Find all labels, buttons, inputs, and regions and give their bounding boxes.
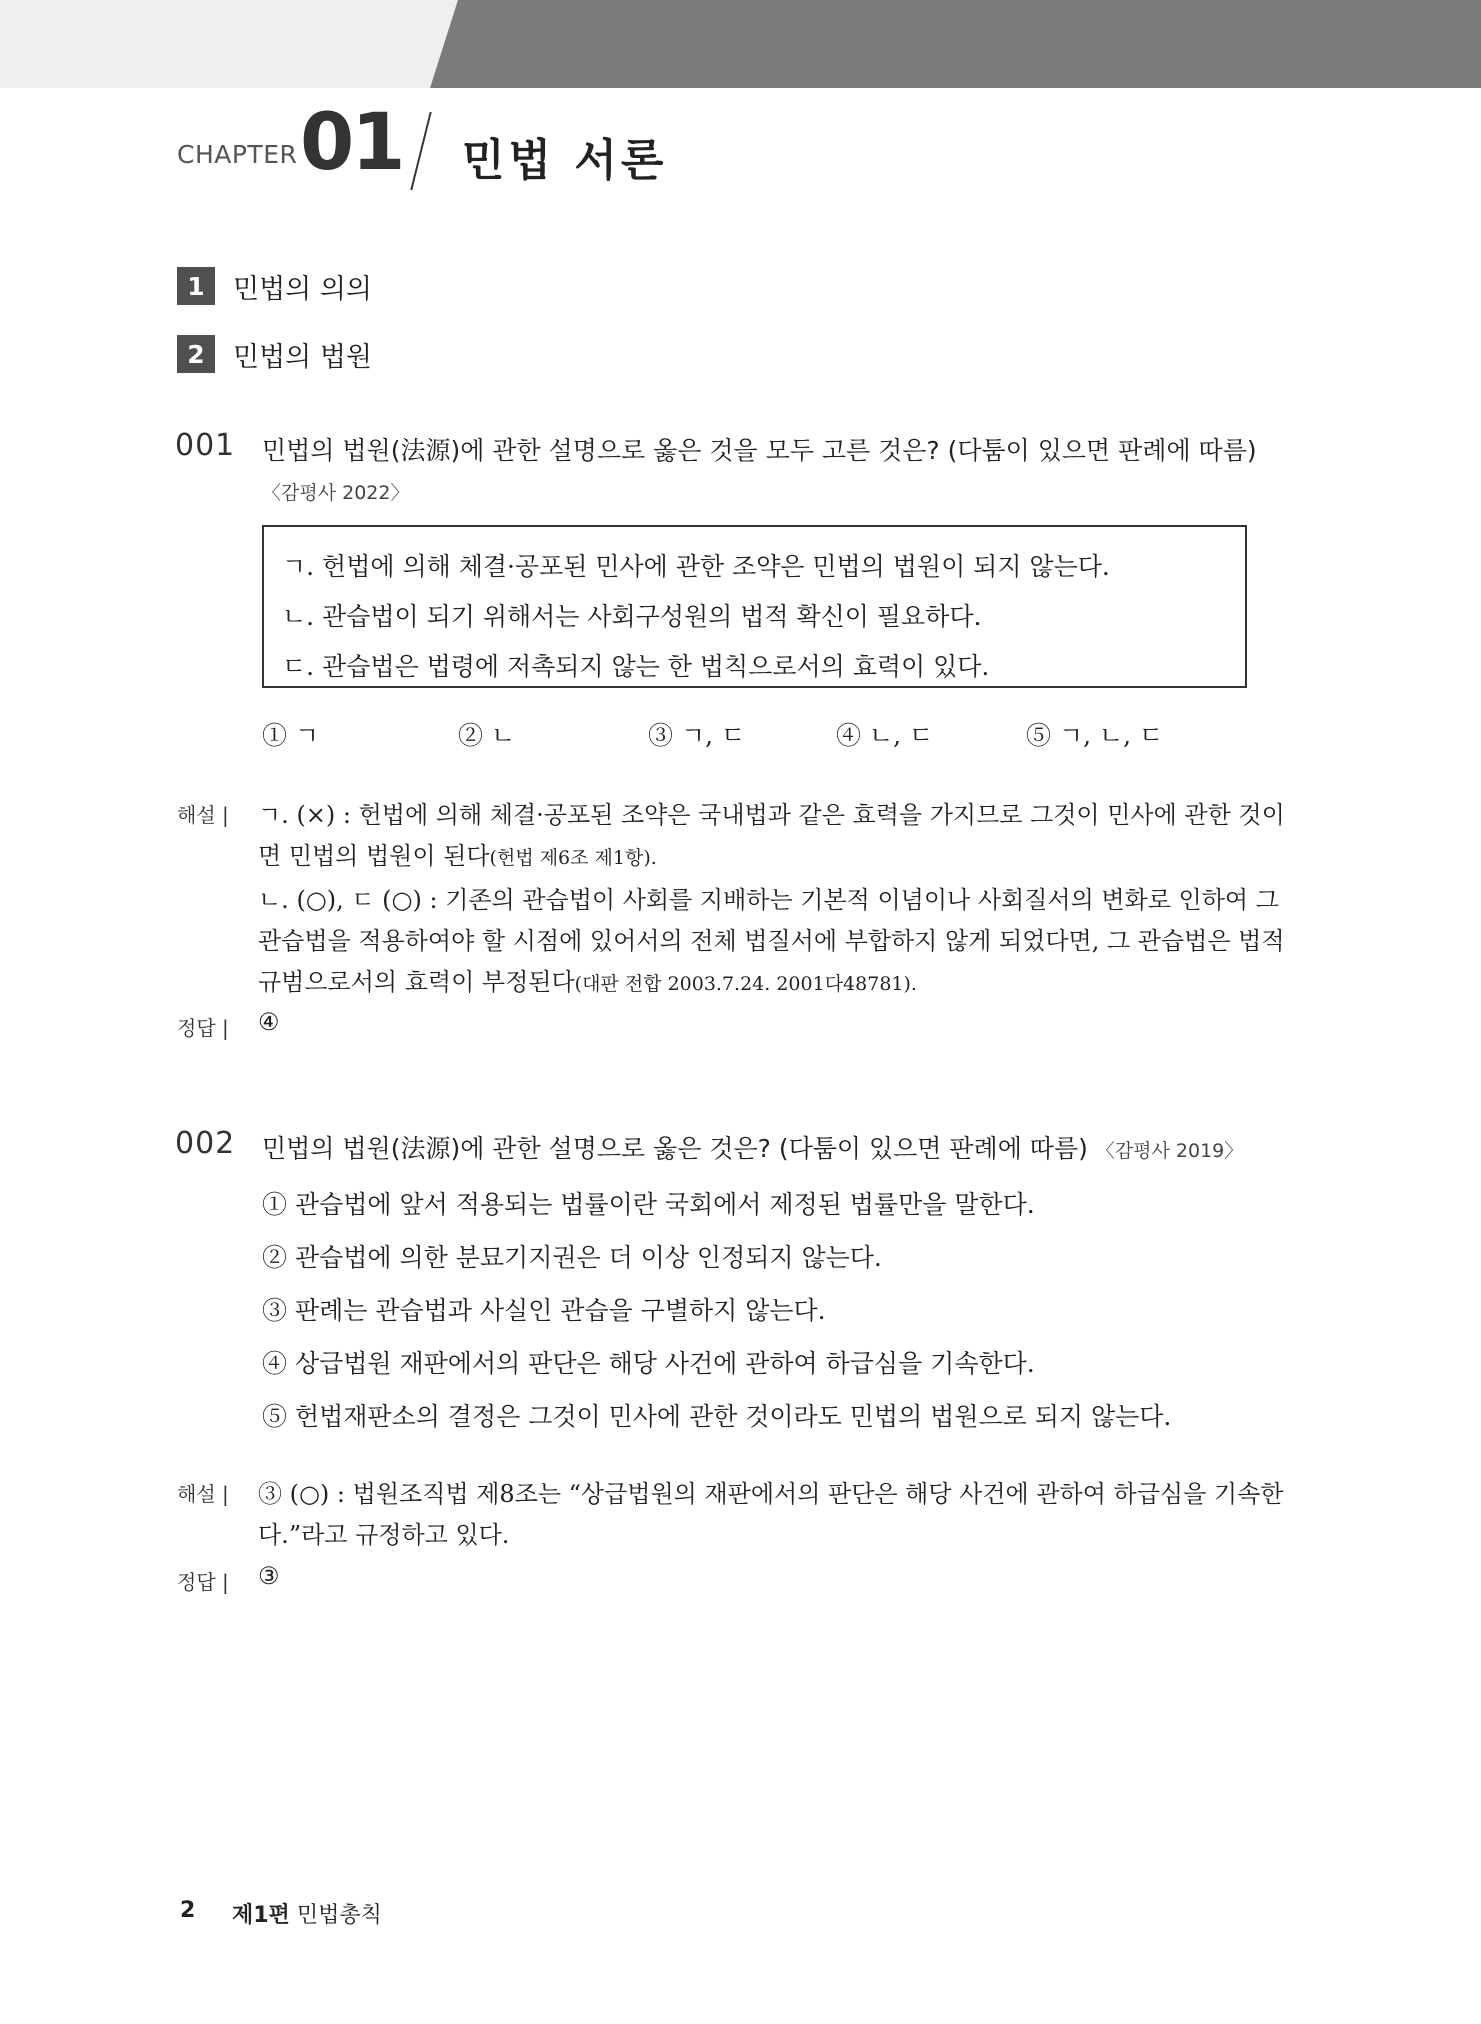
header-band-dark xyxy=(430,0,1481,88)
answer-label: 정답 | xyxy=(177,1016,229,1040)
chapter-divider xyxy=(410,112,431,190)
answer-option: ⑤ 헌법재판소의 결정은 그것이 민사에 관한 것이라도 민법의 법원으로 되지 않는다. xyxy=(262,1402,1172,1431)
question-number: 001 xyxy=(175,428,236,463)
page-number: 2 xyxy=(180,1898,196,1923)
answer-choice: ③ ㄱ, ㄷ xyxy=(648,721,746,750)
section-heading-2 xyxy=(177,334,372,374)
chapter-number: 01 xyxy=(300,98,403,188)
question-text: 민법의 법원(法源)에 관한 설명으로 옳은 것을 모두 고른 것은? (다툼이 있으면 판례에 따름) xyxy=(262,436,1257,465)
explanation-line: 규범으로서의 효력이 부정된다(대판 전합 2003.7.24. 2001다48781). xyxy=(258,968,917,996)
explanation-line: 관습법을 적용하여야 할 시점에 있어서의 전체 법질서에 부합하지 않게 되었다면, 그 관습법은 법적 xyxy=(258,927,1285,955)
answer-value: ④ xyxy=(258,1008,280,1036)
section-heading-1 xyxy=(177,266,372,306)
answer-choice: ① ㄱ xyxy=(262,721,320,750)
chapter-title: 민법 서론 xyxy=(462,135,668,186)
answer-choice: ② ㄴ xyxy=(458,721,516,750)
section-title: 민법의 의의 xyxy=(233,273,372,305)
explanation-line: ㄱ. (×) : 헌법에 의해 체결·공포된 조약은 국내법과 같은 효력을 가지므로 그것이 민사에 관한 것이 xyxy=(258,801,1285,829)
answer-option: ④ 상급법원 재판에서의 판단은 해당 사건에 관하여 하급심을 기속한다. xyxy=(262,1349,1035,1378)
statement-box xyxy=(262,525,1247,688)
question-text: 민법의 법원(法源)에 관한 설명으로 옳은 것은? (다툼이 있으면 판례에 따름) 〈감평사 2019〉 xyxy=(262,1134,1244,1163)
statement-item: ㄴ. 관습법이 되기 위해서는 사회구성원의 법적 확신이 필요하다. xyxy=(282,602,982,631)
question-number: 002 xyxy=(175,1126,236,1161)
section-title: 민법의 법원 xyxy=(233,341,372,373)
answer-value: ③ xyxy=(258,1562,280,1590)
section-number: 1 xyxy=(177,267,215,305)
answer-option: ② 관습법에 의한 분묘기지권은 더 이상 인정되지 않는다. xyxy=(262,1243,882,1272)
explanation-label: 해설 | xyxy=(177,803,229,827)
explanation-line: ③ (○) : 법원조직법 제8조는 “상급법원의 재판에서의 판단은 해당 사건에 관하여 하급심을 기속한 xyxy=(258,1480,1284,1508)
question-source: 〈감평사 2022〉 xyxy=(262,482,410,504)
answer-choice: ④ ㄴ, ㄷ xyxy=(836,721,934,750)
explanation-label: 해설 | xyxy=(177,1482,229,1506)
explanation-line: 면 민법의 법원이 된다(헌법 제6조 제1항). xyxy=(258,842,657,870)
statement-item: ㄱ. 헌법에 의해 체결·공포된 민사에 관한 조약은 민법의 법원이 되지 않는다. xyxy=(282,552,1110,581)
answer-option: ③ 판례는 관습법과 사실인 관습을 구별하지 않는다. xyxy=(262,1296,826,1325)
section-number: 2 xyxy=(177,335,215,373)
chapter-label: CHAPTER xyxy=(177,140,298,169)
explanation-line: ㄴ. (○), ㄷ (○) : 기존의 관습법이 사회를 지배하는 기본적 이념이나 사회질서의 변화로 인하여 그 xyxy=(258,886,1279,914)
answer-label: 정답 | xyxy=(177,1570,229,1594)
explanation-line: 다.”라고 규정하고 있다. xyxy=(258,1521,510,1549)
answer-option: ① 관습법에 앞서 적용되는 법률이란 국회에서 제정된 법률만을 말한다. xyxy=(262,1190,1035,1219)
answer-choice: ⑤ ㄱ, ㄴ, ㄷ xyxy=(1026,721,1164,750)
statement-item: ㄷ. 관습법은 법령에 저촉되지 않는 한 법칙으로서의 효력이 있다. xyxy=(282,652,990,681)
question-source: 〈감평사 2019〉 xyxy=(1095,1140,1244,1162)
footer-part-title: 제1편 민법총칙 xyxy=(232,1903,382,1928)
